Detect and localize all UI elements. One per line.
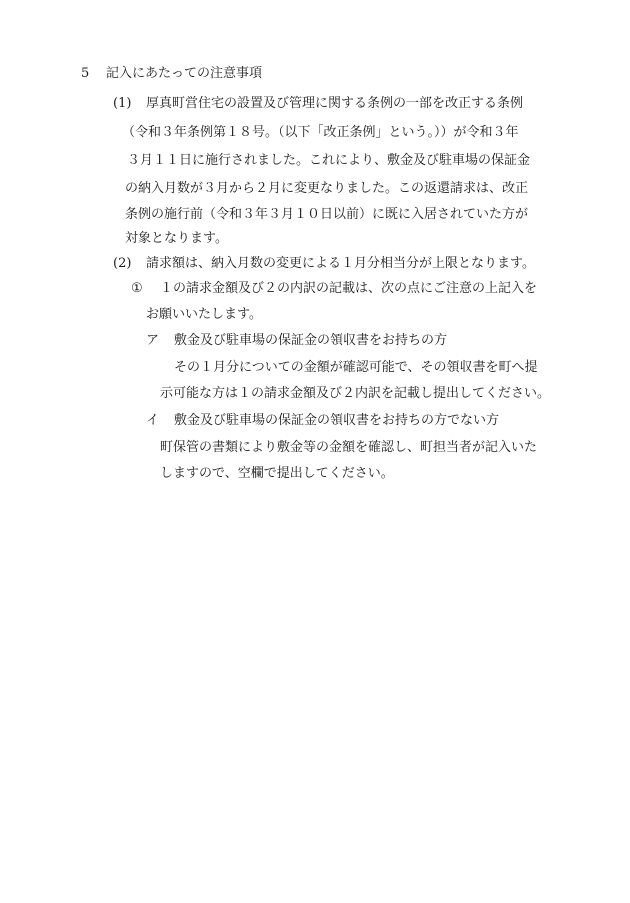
item1-line: （令和３年条例第１８号。（以下「改正条例」という。））が令和３年 — [122, 125, 519, 140]
sub1-line: お願いいたします。 — [146, 307, 262, 322]
sub-i-heading: 敷金及び駐車場の保証金の領収書をお持ちの方でない方 — [174, 413, 500, 428]
sub-a-line: その１月分についての金額が確認可能で、その領収書を町へ提 — [174, 360, 538, 375]
item2-marker: (2) — [113, 256, 132, 271]
sub-a-marker: ア — [146, 333, 160, 348]
item1-marker: (1) — [113, 96, 132, 111]
sub-a-heading: 敷金及び駐車場の保証金の領収書をお持ちの方 — [174, 333, 448, 348]
sub1-line: １の請求金額及び２の内訳の記載は、次の点にご注意の上記入を — [160, 281, 538, 296]
item1-line: 厚真町営住宅の設置及び管理に関する条例の一部を改正する条例 — [146, 96, 524, 111]
sub-i-marker: イ — [146, 413, 160, 428]
sub-a-line: 示可能な方は１の請求金額及び２内訳を記載し提出してください。 — [160, 386, 551, 401]
item1-line: の納入月数が３月から２月に変更なりました。この返還請求は、改正 — [125, 181, 529, 196]
item1-line: ３月１１日に施行されました。これにより、敷金及び駐車場の保証金 — [127, 153, 531, 168]
item1-line: 対象となります。 — [125, 231, 228, 246]
item2-line: 請求額は、納入月数の変更による１月分相当分が上限となります。 — [146, 256, 535, 271]
section-number: 5 — [81, 66, 90, 81]
item1-line: 条例の施行前（令和３年３月１０日以前）に既に入居されていた方が — [125, 207, 529, 222]
section-title: 記入にあたっての注意事項 — [106, 66, 263, 81]
sub-i-line: 町保管の書類により敷金等の金額を確認し、町担当者が記入いた — [160, 440, 538, 455]
sub1-marker: ① — [131, 281, 143, 296]
sub-i-line: しますので、空欄で提出してください。 — [160, 466, 394, 481]
